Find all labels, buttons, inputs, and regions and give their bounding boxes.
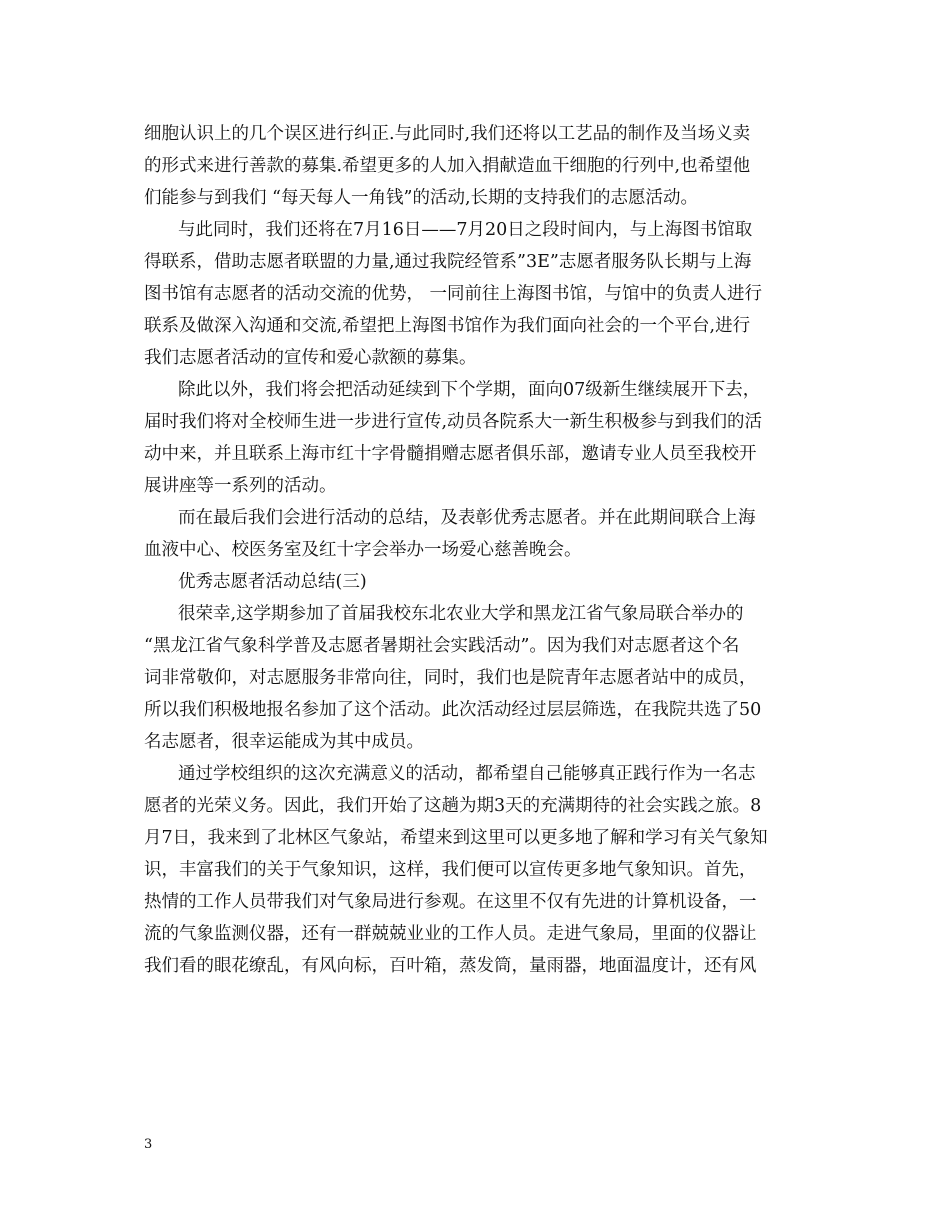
text-line: 细胞认识上的几个误区进行纠正.与此同时,我们还将以工艺品的制作及当场义卖 bbox=[144, 124, 751, 144]
document-body bbox=[144, 118, 804, 982]
paragraph-start-line: 很荣幸,这学期参加了首届我校东北农业大学和黑龙江省气象局联合举办的 bbox=[178, 604, 744, 624]
paragraph-start-line: 与此同时，我们还将在7月16日——7月20日之段时间内，与上海图书馆取 bbox=[178, 220, 753, 240]
text-line: 们能参与到我们 “每天每人一角钱”的活动,长期的支持我们的志愿活动。 bbox=[144, 188, 699, 208]
text-line: 我们看的眼花缭乱，有风向标，百叶箱，蒸发筒，量雨器，地面温度计，还有风 bbox=[144, 956, 757, 976]
text-line: 动中来，并且联系上海市红十字骨髓捐赠志愿者俱乐部，邀请专业人员至我校开 bbox=[144, 444, 757, 464]
text-line: 得联系，借助志愿者联盟的力量,通过我院经管系”3E”志愿者服务队长期与上海 bbox=[144, 252, 752, 272]
text-line: 血液中心、校医务室及红十字会举办一场爱心慈善晚会。 bbox=[144, 540, 582, 560]
text-line: 图书馆有志愿者的活动交流的优势， 一同前往上海图书馆，与馆中的负责人进行 bbox=[144, 284, 763, 304]
paragraph-start-line: 而在最后我们会进行活动的总结，及表彰优秀志愿者。并在此期间联合上海 bbox=[178, 508, 756, 528]
text-line: “黑龙江省气象科学普及志愿者暑期社会实践活动”。因为我们对志愿者这个名 bbox=[144, 636, 740, 656]
text-line: 我们志愿者活动的宣传和爱心款额的募集。 bbox=[144, 348, 477, 368]
text-line: 联系及做深入沟通和交流,希望把上海图书馆作为我们面向社会的一个平台,进行 bbox=[144, 316, 751, 336]
text-line: 词非常敬仰，对志愿服务非常向往，同时，我们也是院青年志愿者站中的成员， bbox=[144, 668, 757, 688]
text-line: 愿者的光荣义务。因此，我们开始了这趟为期3天的充满期待的社会实践之旅。8 bbox=[144, 796, 762, 816]
paragraph-start-line: 除此以外，我们将会把活动延续到下个学期，面向07级新生继续展开下去， bbox=[178, 380, 761, 400]
text-line: 热情的工作人员带我们对气象局进行参观。在这里不仅有先进的计算机设备，一 bbox=[144, 892, 757, 912]
text-line: 名志愿者，很幸运能成为其中成员。 bbox=[144, 732, 424, 752]
page-number: 3 bbox=[144, 1137, 153, 1152]
text-line: 的形式来进行善款的募集.希望更多的人加入捐献造血干细胞的行列中,也希望他 bbox=[144, 156, 751, 176]
text-line: 所以我们积极地报名参加了这个活动。此次活动经过层层筛选，在我院共选了50 bbox=[144, 700, 762, 720]
section-heading: 优秀志愿者活动总结(三) bbox=[178, 572, 367, 592]
paragraph-start-line: 通过学校组织的这次充满意义的活动，都希望自己能够真正践行作为一名志 bbox=[178, 764, 756, 784]
text-line: 届时我们将对全校师生进一步进行宣传,动员各院系大一新生积极参与到我们的活 bbox=[144, 412, 763, 432]
text-line: 识，丰富我们的关于气象知识，这样，我们便可以宣传更多地气象知识。首先， bbox=[144, 860, 757, 880]
text-line: 月7日，我来到了北林区气象站，希望来到这里可以更多地了解和学习有关气象知 bbox=[144, 828, 768, 848]
text-line: 流的气象监测仪器，还有一群兢兢业业的工作人员。走进气象局，里面的仪器让 bbox=[144, 924, 757, 944]
text-line: 展讲座等一系列的活动。 bbox=[144, 476, 337, 496]
